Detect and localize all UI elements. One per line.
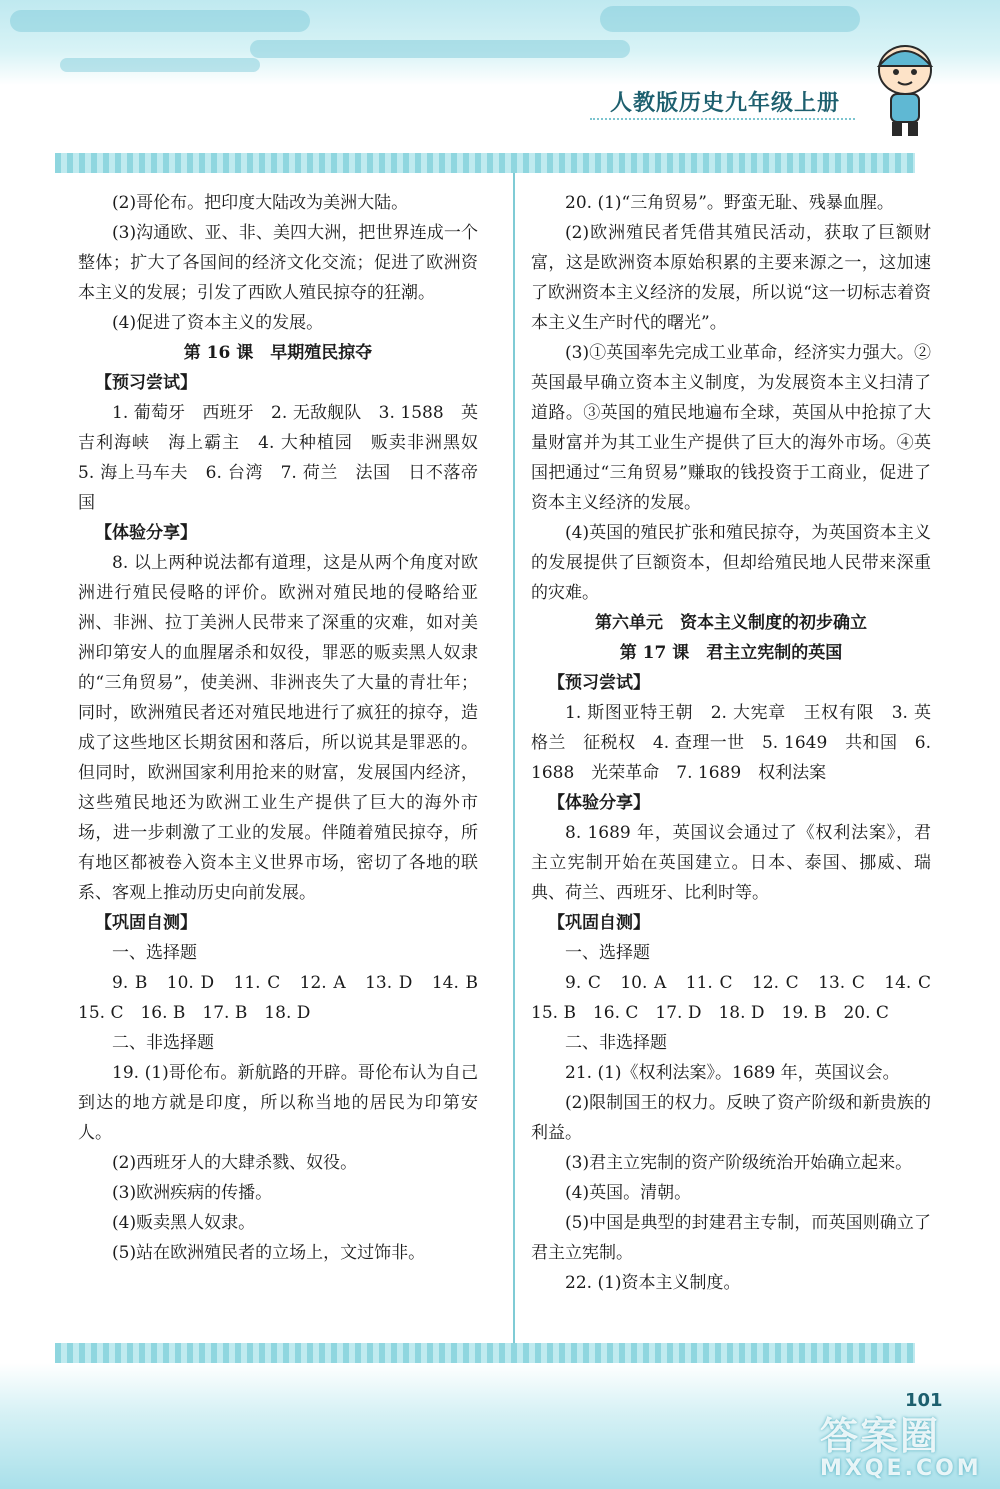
- paragraph: 一、选择题: [565, 943, 650, 963]
- paragraph: (5)站在欧洲殖民者的立场上，文过饰非。: [112, 1243, 426, 1263]
- watermark-logo: [820, 1405, 995, 1485]
- cartoon-boy-icon: [865, 40, 945, 140]
- paragraph: (2)哥伦布。把印度大陆改为美洲大陆。: [112, 193, 409, 213]
- section-tag: 【体验分享】: [95, 523, 197, 543]
- column-divider: [513, 173, 515, 1343]
- top-decorative-band: [0, 0, 1000, 85]
- paragraph: 20. (1)“三角贸易”。野蛮无耻、残暴血腥。: [565, 193, 894, 213]
- paragraph: (2)限制国王的权力。反映了资产阶级和新贵族的利益。: [531, 1093, 931, 1143]
- header-title: 人教版历史九年级上册: [609, 91, 840, 116]
- paragraph: 二、非选择题: [565, 1033, 667, 1053]
- paragraph: 8. 以上两种说法都有道理，这是从两个角度对欧洲进行殖民侵略的评价。欧洲对殖民地的侵略给亚洲、非洲、拉丁美洲人民带来了深重的灾难，如对美洲印第安人的血腥屠杀和奴役，罪恶的贩卖黑人奴隶的“三角贸易”，使美洲、非洲丧失了大量的青壮年；同时，欧洲殖民者还对殖民地进行了疯狂的掠夺，造成了这些地区长期贫困和落后，所以说其是罪恶的。但同时，欧洲国家利用抢来的财富，发展国内经济，这些殖民地还为欧洲工业生产提供了巨大的海外市场，进一步刺激了工业的发展。伴随着殖民掠夺，所有地区都被卷入资本主义世界市场，密切了各地的联系、客观上推动历史向前发展。: [78, 553, 478, 903]
- paragraph: 1. 葡萄牙 西班牙 2. 无敌舰队 3. 1588 英吉利海峡 海上霸主 4. 大种植园 贩卖非洲黑奴 5. 海上马车夫 6. 台湾 7. 荷兰 法国 日不落帝国: [78, 403, 495, 513]
- paragraph: (3)君主立宪制的资产阶级统治开始确立起来。: [565, 1153, 913, 1173]
- section-tag: 【体验分享】: [548, 793, 650, 813]
- section-tag: 【预习尝试】: [95, 373, 197, 393]
- paragraph: 9. C 10. A 11. C 12. C 13. C 14. C 15. B 16. C 17. D 18. D 19. B 20. C: [531, 973, 948, 1023]
- watermark-url: MXQE.COM: [820, 1456, 982, 1481]
- paragraph: 1. 斯图亚特王朝 2. 大宪章 王权有限 3. 英格兰 征税权 4. 查理一世 5. 1649 共和国 6. 1688 光荣革命 7. 1689 权利法案: [531, 703, 931, 783]
- page-number: 101: [905, 1390, 943, 1411]
- right-column: [531, 188, 948, 1298]
- paragraph: (4)英国。清朝。: [565, 1183, 692, 1203]
- paragraph: (2)欧洲殖民者凭借其殖民活动，获取了巨额财富，这是欧洲资本原始积累的主要来源之一，这加速了欧洲资本主义经济的发展，所以说“这一切标志着资本主义生产时代的曙光”。: [531, 223, 931, 333]
- section-tag: 【巩固自测】: [95, 913, 197, 933]
- paragraph: (2)西班牙人的大肆杀戮、奴役。: [112, 1153, 358, 1173]
- section-tag: 【巩固自测】: [548, 913, 650, 933]
- frame-top-border: [55, 153, 915, 173]
- paragraph: (5)中国是典型的封建君主专制，而英国则确立了君主立宪制。: [531, 1213, 931, 1263]
- paragraph: 19. (1)哥伦布。新航路的开辟。哥伦布认为自己到达的地方就是印度，所以称当地的居民为印第安人。: [78, 1063, 478, 1143]
- section-heading: 第 16 课 早期殖民掠夺: [183, 343, 373, 363]
- paragraph: (3)①英国率先完成工业革命，经济实力强大。②英国最早确立资本主义制度，为发展资本主义扫清了道路。③英国的殖民地遍布全球，英国从中抢掠了大量财富并为其工业生产提供了巨大的海外市场。④英国把通过“三角贸易”赚取的钱投资于工商业，促进了资本主义经济的发展。: [531, 343, 931, 513]
- section-heading: 第六单元 资本主义制度的初步确立: [595, 613, 867, 633]
- frame-bottom-border: [55, 1343, 915, 1363]
- paragraph: 一、选择题: [112, 943, 197, 963]
- paragraph: (4)贩卖黑人奴隶。: [112, 1213, 256, 1233]
- paragraph: (3)沟通欧、亚、非、美四大洲，把世界连成一个整体；扩大了各国间的经济文化交流；促进了欧洲资本主义的发展；引发了西欧人殖民掠夺的狂潮。: [78, 223, 478, 303]
- paragraph: (4)促进了资本主义的发展。: [112, 313, 324, 333]
- paragraph: (4)英国的殖民扩张和殖民掠夺，为英国资本主义的发展提供了巨额资本，但却给殖民地人民带来深重的灾难。: [531, 523, 931, 603]
- left-column: [78, 188, 495, 1268]
- paragraph: 二、非选择题: [112, 1033, 214, 1053]
- paragraph: (3)欧洲疾病的传播。: [112, 1183, 273, 1203]
- paragraph: 9. B 10. D 11. C 12. A 13. D 14. B 15. C 16. B 17. B 18. D: [78, 973, 495, 1023]
- paragraph: 8. 1689 年，英国议会通过了《权利法案》，君主立宪制开始在英国建立。日本、泰国、挪威、瑞典、荷兰、西班牙、比利时等。: [531, 823, 931, 903]
- header-rule: [590, 118, 855, 120]
- paragraph: 22. (1)资本主义制度。: [565, 1273, 741, 1293]
- watermark-text: 答案圈: [820, 1414, 941, 1458]
- section-heading: 第 17 课 君主立宪制的英国: [619, 643, 843, 663]
- paragraph: 21. (1)《权利法案》。1689 年，英国议会。: [565, 1063, 900, 1083]
- section-tag: 【预习尝试】: [548, 673, 650, 693]
